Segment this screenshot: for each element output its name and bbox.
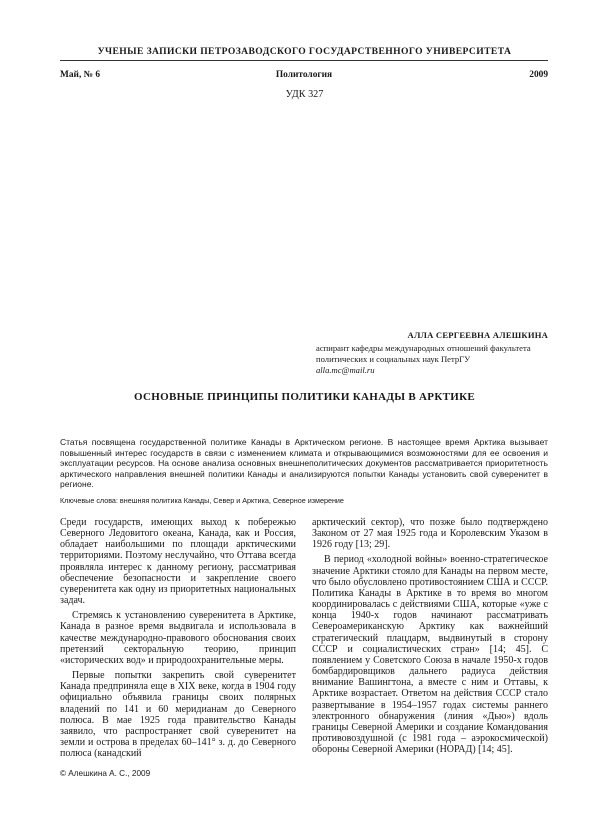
copyright: © Алешкина А. С., 2009 xyxy=(60,769,151,778)
article-title: ОСНОВНЫЕ ПРИНЦИПЫ ПОЛИТИКИ КАНАДЫ В АРКТИКЕ xyxy=(134,391,475,403)
journal-title: УЧЕНЫЕ ЗАПИСКИ ПЕТРОЗАВОДСКОГО ГОСУДАРСТВЕННОГО УНИВЕРСИТЕТА xyxy=(97,46,512,57)
issue-number: Май, № 6 xyxy=(60,70,101,80)
keywords: Ключевые слова: внешняя политика Канады, Север и Арктика, Северное измерение xyxy=(60,496,344,505)
udc-code: УДК 327 xyxy=(285,89,324,100)
paragraph: В период «холодной войны» военно-стратегическое значение Арктики стояло для Канады на первом месте, что было обусловлено противостоянием США и СССР. Политика Канады в Арктике в то время во многом координировалась с действиями США, которые «уже с конца 1940-х годов начинают рассматривать Североамериканскую Арктику как важнейший стратегический плацдарм, выдвинутый в сторону СССР и социалистических стран» [14; 45]. С появлением у Советского Союза в начале 1950-х годов бомбардировщиков дальнего радиуса действия внимание Вашингтона, а вместе с ним и Оттавы, к Арктике возрастает. Ответом на действия СССР стало развертывание в 1954–1957 годах системы раннего электронного обнаружения (линия «Дью») вдоль границы Северной Америки и создание Командования противовоздушной (с 1981 года – аэрокосмической) обороны Северной Америки (НОРАД) [14; 45]. xyxy=(312,554,548,756)
author-email[interactable]: alla.mc@mail.ru xyxy=(316,365,375,375)
author-block xyxy=(316,330,548,376)
section-name: Политология xyxy=(275,70,333,80)
author-position: аспирант кафедры международных отношений факультета политических и социальных наук ПетрГУ xyxy=(316,343,531,364)
body-column-right xyxy=(312,517,548,759)
paragraph: Стремясь к установлению суверенитета в Арктике, Канада в разное время выдвигала и использовала в качестве международно-правового обоснования своих претензий секторальную теорию, принцип «исторических вод» и природоохранительные меры. xyxy=(60,610,296,666)
body-column-left xyxy=(60,517,296,763)
author-name: АЛЛА СЕРГЕЕВНА АЛЕШКИНА xyxy=(407,330,548,340)
issue-year: 2009 xyxy=(529,70,548,80)
header-rule xyxy=(60,60,548,61)
paragraph: Первые попытки закрепить свой суверенитет Канада предприняла еще в XIX веке, когда в 1904 году официально объявила границы своих полярных владений по 141 и 60 меридианам до Северного полюса. В мае 1925 года правительство Канады заявило, что распространяет свой суверенитет на земли и острова в пределах 60–141° з. д. до Северного полюса (канадский xyxy=(60,670,296,760)
abstract: Статья посвящена государственной политике Канады в Арктическом регионе. В настоящее время Арктика вызывает повышенный интерес государств в связи с изменением климата и открывающимися возможностями для ее освоения и эксплуатации ресурсов. На основе анализа основных внешнеполитических документов рассматривается приоритетность арктического направления внешней политики Канады и анализируются попытки Канады установить свой суверенитет в регионе. xyxy=(60,437,548,490)
paragraph: Среди государств, имеющих выход к побережью Северного Ледовитого океана, Канада, как и Россия, обладает наибольшими по площади арктическими территориями. Поэтому неслучайно, что Оттава всегда проявляла интерес к данному региону, рассматривая обеспечение безопасности и закрепление своего суверенитета как одну из приоритетных национальных задач. xyxy=(60,517,296,607)
paragraph: арктический сектор), что позже было подтверждено Законом от 27 мая 1925 года и Королевским Указом в 1926 году [13; 29]. xyxy=(312,517,548,551)
